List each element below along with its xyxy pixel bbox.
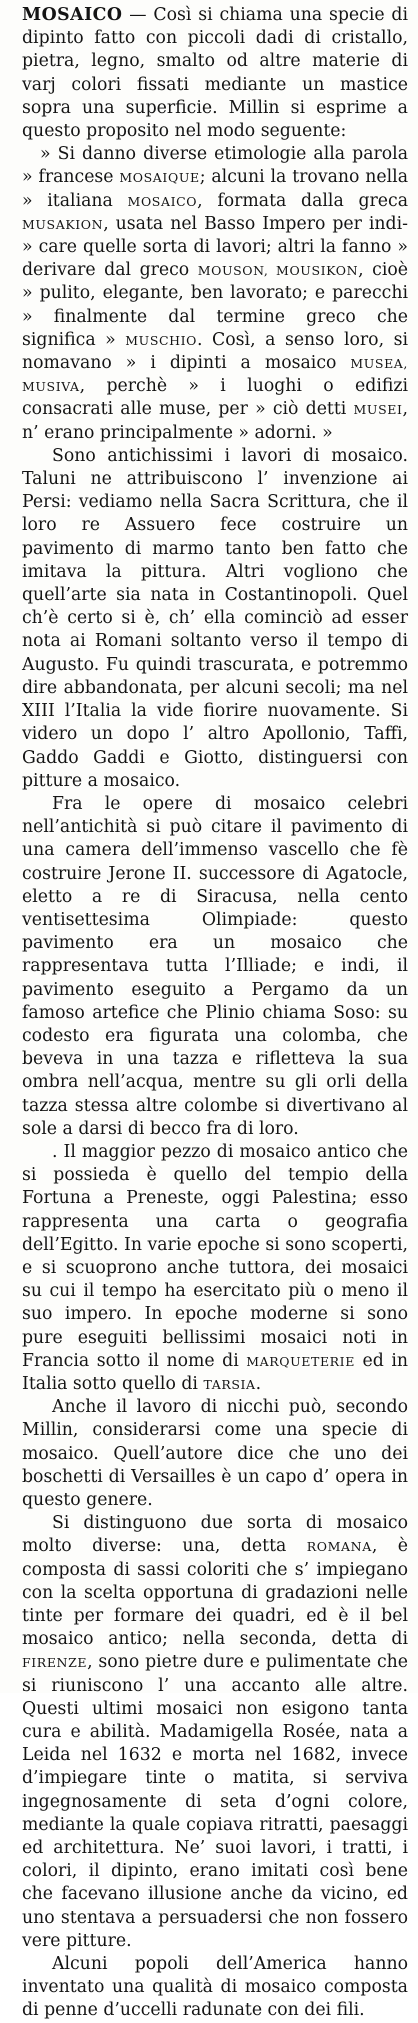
quote-text: » Si danno diverse etimologie alla parola » francese [22, 144, 408, 188]
entry-intro-paragraph [22, 4, 408, 143]
millin-quotation [22, 143, 408, 445]
paragraph-text: Si distinguono due sorta di mosaico molto diverse: una, detta [22, 1513, 408, 1557]
america-paragraph: Alcuni popoli dell’America hanno inventato una qualità di mosaico composta di penne d’uccelli radunate con dei fili. [22, 1954, 408, 2021]
famous-works-paragraph: Fra le opere di mosaico celebri nell’antichità si può citare il pavimento di una camera dell’immenso vascello che fè costruire Jerone II. successore di Agatocle, eletto a re di Siracusa, nella cento ventisettesima Olimpiade: questo pavimento era un mosaico che rappresentava tutta l’Illiade; e indi, il pavimento eseguito a Pergamo da un famoso artefice che Plinio chiama Soso: su codesto era figurata una colomba, che beveva in una tazza e rifletteva la sua ombra nell’acqua, mentre su gli orli della tazza stessa altre colombe si divertivano al sole a darsi di becco fra di loro. [22, 793, 408, 1139]
term-small-caps: MUSCHIO [125, 332, 198, 348]
term-small-caps: ROMANA [306, 1539, 372, 1555]
intro-text: — Così si chiama una specie di dipinto fatto con piccoli dadi di cristallo, pietra, legno, smalto od altre materie di varj colori fissati mediante un mastice sopra una superficie. Millin si esprime a questo proposito nel modo seguente: [22, 5, 408, 142]
term-small-caps: MUSEI [353, 402, 403, 418]
quote-text: , cioè » pulito, elegante, ben lavorato; e parecchi » finalmente dal termine greco che significa » [22, 260, 408, 350]
term-small-caps: MARQUETERIE [246, 1353, 355, 1369]
term-small-caps: MUSEA, MUSIVA [22, 356, 408, 395]
quote-text: , formata dalla greca [197, 190, 408, 211]
quote-text: ; alcuni la trovano nella » italiana [22, 167, 408, 211]
quote-text: , perchè » i luoghi o edifizi consacrati alle muse, per » ciò detti [22, 376, 408, 420]
term-small-caps: MOSAICO [127, 193, 198, 209]
term-small-caps: MOUSON, MOUSIKON [197, 263, 359, 279]
praeneste-paragraph [22, 1141, 408, 1396]
quote-text: , n’ erano principalmente » adorni. » [22, 399, 408, 443]
paragraph-text: . Il maggior pezzo di mosaico antico che si possieda è quello del tempio della Fortuna a Preneste, oggi Palestina; esso rappresenta una carta o geografia dell’Egitto. In varie epoche si sono scoperti, e si scuoprono anche tuttora, dei mosaici su cui il tempo ha esercitato più o meno il suo impero. In epoche moderne si sono pure eseguiti bellissimi mosaici noti in Francia sotto il nome di [22, 1141, 408, 1371]
two-kinds-paragraph [22, 1512, 408, 1953]
paragraph-text: , sono pietre dure e pulimentate che si riuniscono l’ una accanto alle altre. Questi ultimi mosaici non esigono tanta cura e abilità. Madamigella Rosée, nata a Leida nel 1632 e morta nel 1682, invece d’impiegare tinte o matita, si serviva ingegnosamente di seta d’ogni colore, mediante la quale copiava ritratti, paesaggi ed architettura. Ne’ suoi lavori, i tratti, i colori, il dipinto, erano imitati così bene che facevano illusione anche da vicino, ed uno stentava a persuadersi che non fossero vere pitture. [22, 1652, 408, 1951]
quote-text: . Così, a senso loro, si nomavano » i dipinti a mosaico [22, 329, 409, 374]
history-paragraph: Sono antichissimi i lavori di mosaico. Taluni ne attribuiscono l’ invenzione ai Persi: vediamo nella Sacra Scrittura, che il loro re Assuero fece costruire un pavimento di marmo tanto ben fatto che imitava la pittura. Altri vogliono che quell’arte sia nata in Costantinopoli. Quel ch’è certo si è, ch’ ella cominciò ad esser nota ai Romani soltanto verso il tempo di Augusto. Fu quindi trascurata, e potremmo dire abbandonata, per alcuni secoli; ma nel XIII l’Italia la vide fiorire nuovamente. Si videro un dopo l’ altro Apollonio, Taffi, Gaddo Gaddi e Giotto, distinguersi con pitture a mosaico. [22, 445, 408, 791]
term-small-caps: MOSAIQUE [119, 170, 200, 186]
term-small-caps: FIRENZE [22, 1655, 88, 1671]
entry-headword: MOSAICO [22, 5, 123, 25]
term-small-caps: TARSIA [203, 1376, 256, 1392]
encyclopedia-entry [22, 4, 408, 2023]
paragraph-text: . [255, 1373, 262, 1394]
shellwork-paragraph: Anche il lavoro di nicchi può, secondo Millin, considerarsi come una specie di mosaico. Quell’autore dice che uno dei boschetti di Versailles è un capo d’ opera in questo genere. [22, 1397, 408, 1510]
paragraph-text: , è composta di sassi coloriti che s’ impiegano con la scelta opportuna di gradazioni nelle tinte per formare dei quadri, ed è il bel mosaico antico; nella seconda, detta di [22, 1536, 408, 1650]
term-small-caps: MUSAKION [22, 216, 104, 232]
quote-text: , usata nel Basso Impero per indi- » care quelle sorta di lavori; altri la fanno » derivare dal greco [22, 213, 408, 281]
paragraph-text: ed in Italia sotto quello di [22, 1350, 408, 1394]
